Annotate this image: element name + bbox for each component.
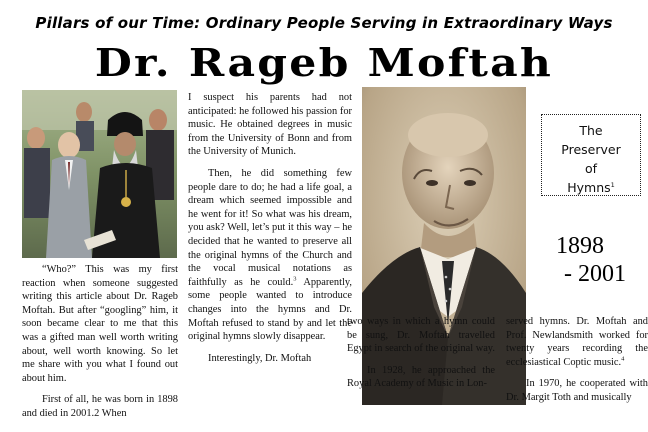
paragraph-text: Then, he did something few people dare to do; he had a life goal, a dream which seemed impossible and he went for it! So what was his dream, you ask? Well, let’s put it this way – he decided that he wanted to preserve all the original hymns of the Church and the vocal musical notations as faithfully as he could. <box>188 167 352 288</box>
paragraph: two ways in which a hymn could be sung, Dr. Moftah travelled Egypt in search of the original way. <box>347 316 495 355</box>
paragraph-text: Apparently, some people wanted to introduce changes into the hymns and Dr. Moftah refused to stand by and let the original hymns slowly disappear. <box>188 276 352 343</box>
paragraph: First of all, he was born in 1898 and died in 2001.2 When <box>22 394 178 419</box>
lifespan-years <box>556 232 626 288</box>
paragraph-text: served hymns. Dr. Moftah and Prof. Newlandsmith worked for twenty years recording the ecclesiastical Coptic music. <box>506 316 648 368</box>
photo-moftah-with-bishop <box>22 90 177 258</box>
sidebox-line: Preserver <box>561 142 621 157</box>
paragraph: In 1928, he approached the Royal Academy of Music in Lon- <box>347 364 495 390</box>
paragraph <box>506 315 648 369</box>
paragraph: Interestingly, Dr. Moftah <box>208 352 312 364</box>
paragraph: In 1970, he cooperated with Dr. Margit Toth and musically <box>506 378 648 403</box>
sidebox-line-text: Hymns <box>567 180 611 195</box>
article-column-1 <box>22 263 178 429</box>
article-kicker: Pillars of our Time: Ordinary People Serving in Extraordinary Ways <box>35 14 613 32</box>
sidebox-caption <box>542 121 640 197</box>
article-column-2 <box>188 91 352 373</box>
article-column-4 <box>506 315 648 413</box>
sidebox-line: The <box>579 123 603 138</box>
sidebox-line: of <box>584 161 598 176</box>
footnote-marker: 3 <box>293 275 297 283</box>
article-column-3 <box>347 315 495 399</box>
birth-year: 1898 <box>556 233 604 259</box>
preserver-of-hymns-box <box>541 114 641 196</box>
death-year: - 2001 <box>564 261 626 287</box>
paragraph: I suspect his parents had not anticipated: he followed his passion for music. He obtained degrees in music from the University of Bonn and from the University of Munich. <box>188 92 352 158</box>
paragraph: “Who?” This was my first reaction when someone suggested writing this article about Dr. Rageb Moftah. But after “googling” him, it soon became clear to me that this was a gifted man well worth writing about, well worth knowing. So let me share with you what I found out about him. <box>22 264 178 384</box>
article-title: Dr. Rageb Moftah <box>94 40 554 85</box>
footnote-marker: 4 <box>621 355 625 363</box>
footnote-marker: 1 <box>610 180 615 189</box>
paragraph <box>188 167 352 344</box>
sidebox-line <box>542 178 640 197</box>
